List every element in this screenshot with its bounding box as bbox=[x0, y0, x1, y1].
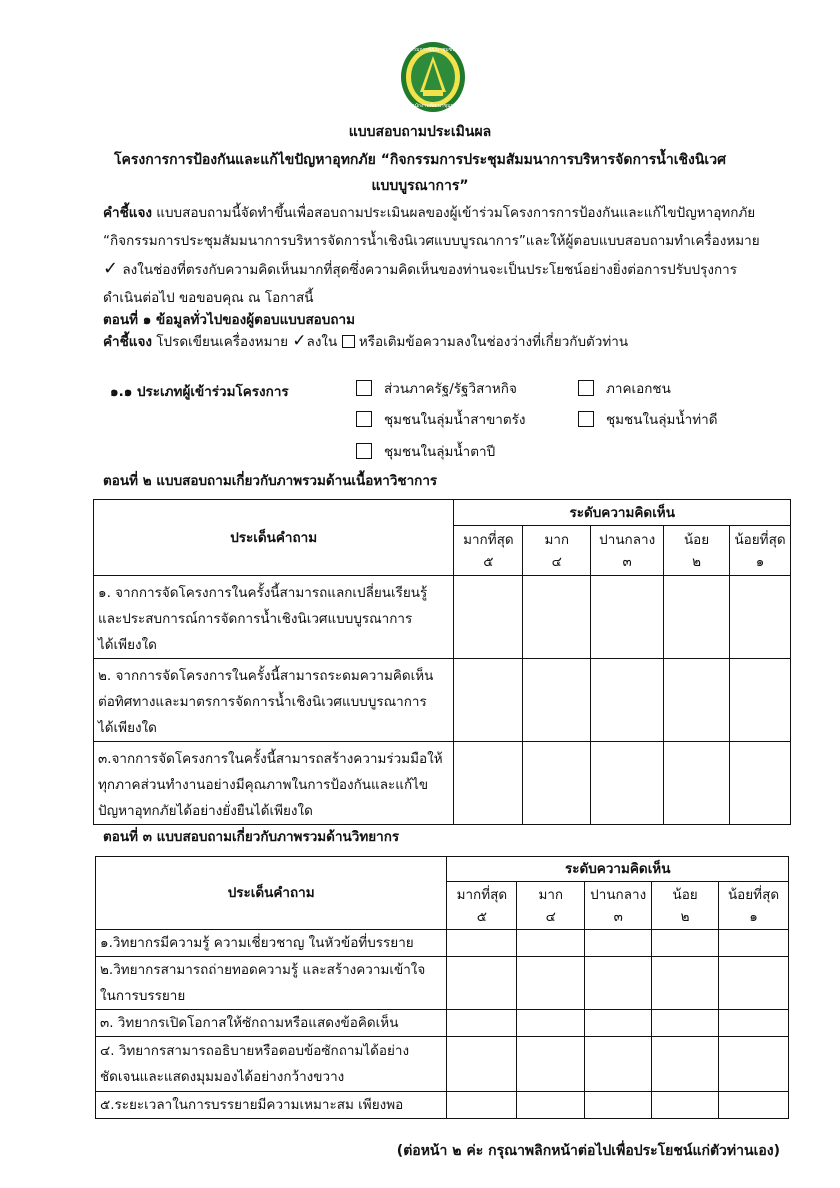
part1-instr-c: หรือเติมข้อความลงในช่องว่างที่เกี่ยวกับตัวท่าน bbox=[358, 334, 629, 350]
rating-cell-3[interactable] bbox=[591, 576, 664, 659]
part3-table bbox=[95, 856, 789, 1119]
question-cell: ๔. วิทยากรสามารถอธิบายหรือตอบข้อซักถามได้อย่าง ชัดเจนและแสดงมุมมองได้อย่างกว้างขวาง bbox=[96, 1037, 447, 1092]
question-cell: ๑. จากการจัดโครงการในครั้งนี้สามารถแลกเปลี่ยนเรียนรู้ และประสบการณ์การจัดการน้ำเชิงนิเวศแบบบูรณาการ ได้เพียงใด bbox=[94, 576, 454, 659]
scale-5: มากที่สุด ๕ bbox=[454, 526, 523, 576]
option-private-sector[interactable]: ภาคเอกชน bbox=[578, 377, 671, 399]
rating-cell-2[interactable] bbox=[664, 576, 730, 659]
scale-4: มาก ๔ bbox=[517, 882, 585, 930]
rating-cell-3[interactable] bbox=[585, 957, 652, 1010]
checkbox-icon[interactable] bbox=[578, 411, 594, 427]
header-line1: แบบสอบถามประเมินผล bbox=[348, 124, 492, 140]
rating-cell-2[interactable] bbox=[664, 659, 730, 742]
organization-logo bbox=[399, 40, 467, 114]
logo-top-text: กรมการพัฒนาชุมชน bbox=[410, 47, 456, 53]
instructions-line1: แบบสอบถามนี้จัดทำขึ้นเพื่อสอบถามประเมินผลของผู้เข้าร่วมโครงการการป้องกันและแก้ไขปัญหาอุทกภัย bbox=[156, 205, 756, 221]
checkbox-icon[interactable] bbox=[356, 443, 372, 459]
rating-cell-4[interactable] bbox=[517, 1037, 585, 1092]
rating-cell-3[interactable] bbox=[591, 742, 664, 825]
option-tapi-basin[interactable]: ชุมชนในลุ่มน้ำตาปี bbox=[356, 440, 495, 462]
rating-cell-5[interactable] bbox=[454, 659, 523, 742]
rating-cell-3[interactable] bbox=[585, 930, 652, 957]
rating-cell-1[interactable] bbox=[719, 957, 789, 1010]
rating-cell-5[interactable] bbox=[447, 1092, 517, 1119]
scale-5: มากที่สุด ๕ bbox=[447, 882, 517, 930]
option-trang-basin[interactable]: ชุมชนในลุ่มน้ำสาขาตรัง bbox=[356, 408, 526, 430]
scale-4: มาก ๔ bbox=[523, 526, 591, 576]
rating-cell-1[interactable] bbox=[730, 742, 791, 825]
rating-cell-2[interactable] bbox=[652, 930, 719, 957]
rating-cell-5[interactable] bbox=[447, 1037, 517, 1092]
question-cell: ๒. จากการจัดโครงการในครั้งนี้สามารถระดมความคิดเห็น ต่อทิศทางและมาตรการจัดการน้ำเชิงนิเวศแบบบูรณาการ ได้เพียงใด bbox=[94, 659, 454, 742]
scale-3: ปานกลาง ๓ bbox=[585, 882, 652, 930]
question-header: ประเด็นคำถาม bbox=[96, 857, 447, 930]
table-row bbox=[94, 576, 791, 659]
rating-cell-3[interactable] bbox=[585, 1010, 652, 1037]
scale-1: น้อยที่สุด ๑ bbox=[719, 882, 789, 930]
part2-table bbox=[93, 499, 791, 825]
instructions-line3: ลงในช่องที่ตรงกับความคิดเห็นมากที่สุดซึ่งความคิดเห็นของท่านจะเป็นประโยชน์อย่างยิ่งต่อการปรับปรุงการ bbox=[122, 262, 737, 278]
table-row bbox=[96, 957, 789, 1010]
part2-title: ตอนที่ ๒ แบบสอบถามเกี่ยวกับภาพรวมด้านเนื้อหาวิชาการ bbox=[103, 473, 438, 489]
part1-instr-b: ลงใน bbox=[306, 334, 338, 350]
table-row bbox=[96, 930, 789, 957]
logo-bottom-text: สำนักงานพัฒนาชุมชน bbox=[408, 103, 458, 109]
level-header: ระดับความคิดเห็น bbox=[447, 857, 789, 882]
rating-cell-1[interactable] bbox=[719, 930, 789, 957]
question-header: ประเด็นคำถาม bbox=[94, 500, 454, 576]
part1-instructions bbox=[103, 327, 793, 356]
rating-cell-4[interactable] bbox=[523, 659, 591, 742]
part3-title: ตอนที่ ๓ แบบสอบถามเกี่ยวกับภาพรวมด้านวิทยากร bbox=[103, 829, 400, 845]
rating-cell-4[interactable] bbox=[517, 1010, 585, 1037]
scale-1: น้อยที่สุด ๑ bbox=[730, 526, 791, 576]
question-cell: ๓. วิทยากรเปิดโอกาสให้ซักถามหรือแสดงข้อคิดเห็น bbox=[96, 1010, 447, 1037]
rating-cell-3[interactable] bbox=[585, 1092, 652, 1119]
rating-cell-2[interactable] bbox=[652, 1010, 719, 1037]
instructions-label: คำชี้แจง bbox=[103, 205, 152, 221]
checkbox-icon[interactable] bbox=[356, 380, 372, 396]
rating-cell-4[interactable] bbox=[523, 742, 591, 825]
scale-2: น้อย ๒ bbox=[664, 526, 730, 576]
table-row bbox=[96, 1037, 789, 1092]
rating-cell-3[interactable] bbox=[591, 659, 664, 742]
participant-type-label: ๑.๑ ประเภทผู้เข้าร่วมโครงการ bbox=[110, 384, 289, 400]
scale-2: น้อย ๒ bbox=[652, 882, 719, 930]
instructions-line2: “กิจกรรมการประชุมสัมมนาการบริหารจัดการน้ำเชิงนิเวศแบบบูรณาการ”และให้ผู้ตอบแบบสอบถามทำเครื่องหมาย bbox=[103, 233, 760, 249]
rating-cell-5[interactable] bbox=[454, 742, 523, 825]
table-row bbox=[96, 1010, 789, 1037]
rating-cell-2[interactable] bbox=[652, 1092, 719, 1119]
part1-title: ตอนที่ ๑ ข้อมูลทั่วไปของผู้ตอบแบบสอบถาม bbox=[103, 312, 356, 328]
question-cell: ๑.วิทยากรมีความรู้ ความเชี่ยวชาญ ในหัวข้อที่บรรยาย bbox=[96, 930, 447, 957]
rating-cell-1[interactable] bbox=[730, 576, 791, 659]
option-government[interactable]: ส่วนภาครัฐ/รัฐวิสาหกิจ bbox=[356, 377, 517, 399]
rating-cell-1[interactable] bbox=[719, 1010, 789, 1037]
rating-cell-1[interactable] bbox=[730, 659, 791, 742]
footer-note: (ต่อหน้า ๒ ค่ะ กรุณาพลิกหน้าต่อไปเพื่อประโยชน์แก่ตัวท่านเอง) bbox=[396, 1143, 780, 1159]
rating-cell-5[interactable] bbox=[447, 1010, 517, 1037]
table-row bbox=[94, 742, 791, 825]
question-cell: ๓.จากการจัดโครงการในครั้งนี้สามารถสร้างความร่วมมือให้ ทุกภาคส่วนทำงานอย่างมีคุณภาพในการป้องกันและแก้ไข ปัญหาอุทกภัยได้อย่างยั่งยืนได้เพียงใด bbox=[94, 742, 454, 825]
rating-cell-5[interactable] bbox=[447, 957, 517, 1010]
rating-cell-4[interactable] bbox=[517, 930, 585, 957]
question-cell: ๒.วิทยากรสามารถถ่ายทอดความรู้ และสร้างความเข้าใจ ในการบรรยาย bbox=[96, 957, 447, 1010]
level-header: ระดับความคิดเห็น bbox=[454, 500, 791, 526]
table-row bbox=[96, 1092, 789, 1119]
rating-cell-1[interactable] bbox=[719, 1037, 789, 1092]
rating-cell-2[interactable] bbox=[652, 1037, 719, 1092]
check-mark-icon: ✓ bbox=[103, 258, 119, 279]
rating-cell-4[interactable] bbox=[523, 576, 591, 659]
rating-cell-5[interactable] bbox=[454, 576, 523, 659]
header-line2: โครงการการป้องกันและแก้ไขปัญหาอุทกภัย “กิจกรรมการประชุมสัมมนาการบริหารจัดการน้ำเชิงนิเวศ bbox=[114, 152, 726, 168]
part1-instr-label: คำชี้แจง bbox=[103, 334, 152, 350]
rating-cell-2[interactable] bbox=[664, 742, 730, 825]
rating-cell-4[interactable] bbox=[517, 1092, 585, 1119]
rating-cell-5[interactable] bbox=[447, 930, 517, 957]
table-row bbox=[94, 659, 791, 742]
checkbox-icon[interactable] bbox=[356, 411, 372, 427]
scale-3: ปานกลาง ๓ bbox=[591, 526, 664, 576]
option-tha-di-basin[interactable]: ชุมชนในลุ่มน้ำท่าดี bbox=[578, 408, 718, 430]
rating-cell-3[interactable] bbox=[585, 1037, 652, 1092]
checkbox-icon bbox=[342, 335, 355, 348]
rating-cell-2[interactable] bbox=[652, 957, 719, 1010]
instructions-line4: ดำเนินต่อไป ขอขอบคุณ ณ โอกาสนี้ bbox=[103, 290, 314, 306]
rating-cell-4[interactable] bbox=[517, 957, 585, 1010]
check-mark-icon: ✓ bbox=[292, 331, 307, 351]
part1-instr-a: โปรดเขียนเครื่องหมาย bbox=[156, 334, 288, 350]
checkbox-icon[interactable] bbox=[578, 380, 594, 396]
question-cell: ๕.ระยะเวลาในการบรรยายมีความเหมาะสม เพียงพอ bbox=[96, 1092, 447, 1119]
rating-cell-1[interactable] bbox=[719, 1092, 789, 1119]
instructions bbox=[103, 199, 793, 312]
header-line3: แบบบูรณาการ” bbox=[371, 178, 469, 194]
